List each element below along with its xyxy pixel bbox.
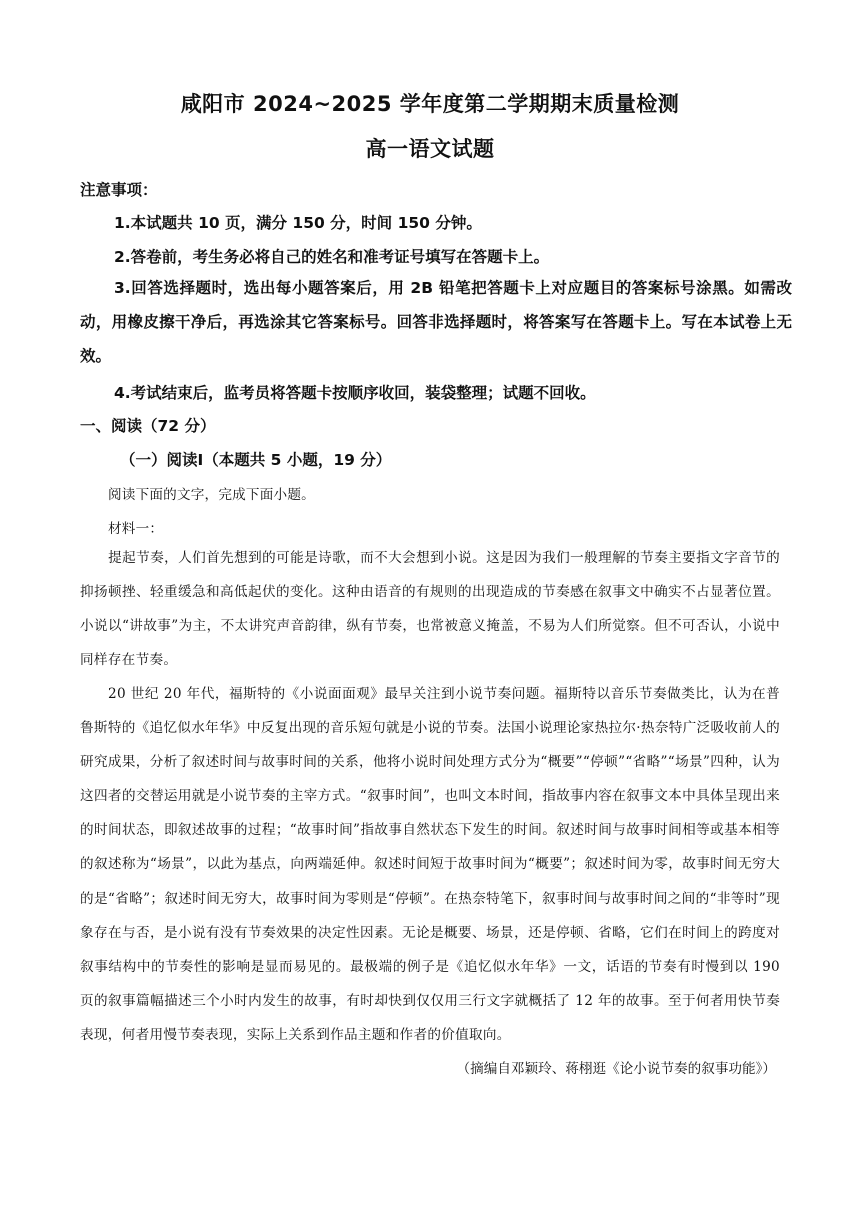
notice-heading: 注意事项： [80,181,158,199]
passage-paragraph-2-text: 20 世纪 20 年代，福斯特的《小说面面观》最早关注到小说节奏问题。福斯特以音乐节奏做类比，认为在普鲁斯特的《追忆似水年华》中反复出现的音乐短句就是小说的节奏。法国小说理论家热拉尔·热奈特广泛吸收前人的研究成果，分析了叙述时间与故事时间的关系，他将小说时间处理方式分为“概要”“停顿”“省略”“场景”四种，认为这四者的交替运用就是小说节奏的主宰方式。“叙事时间”，也叫文本时间，指故事内容在叙事文本中具体呈现出来的时间状态，即叙述故事的过程；“故事时间”指故事自然状态下发生的时间。叙述时间与故事时间相等或基本相等的叙述称为“场景”，以此为基点，向两端延伸。叙述时间短于故事时间为“概要”；叙述时间为零，故事时间无穷大的是“省略”；叙述时间无穷大，故事时间为零则是“停顿”。在热奈特笔下，叙事时间与故事时间之间的“非等时”现象存在与否，是小说有没有节奏效果的决定性因素。无论是概要、场景，还是停顿、省略，它们在时间上的跨度对叙事结构中的节奏性的影响是显而易见的。最极端的例子是《追忆似水年华》一文，话语的节奏有时慢到以 190 页的叙事篇幅描述三个小时内发生的故事，有时却快到仅仅用三行文字就概括了 12 年的故事。至于何者用快节奏表现，何者用慢节奏表现，实际上关系到作品主题和作者的价值取向。 [80,686,780,1043]
passage-paragraph-1 [80,541,780,677]
material-label: 材料一： [108,521,164,537]
notice-item-3-text: 3.回答选择题时，选出每小题答案后，用 2B 铅笔把答题卡上对应题目的答案标号涂黑。如需改动，用橡皮擦干净后，再选涂其它答案标号。回答非选择题时，将答案写在答题卡上。写在本试卷上无效。 [80,279,792,365]
notice-item-4: 4.考试结束后，监考员将答题卡按顺序收回，装袋整理；试题不回收。 [114,384,596,402]
exam-title: 咸阳市 2024~2025 学年度第二学期期末质量检测 [180,92,680,116]
section-heading: 一、阅读（72 分） [80,417,216,435]
notice-item-3 [80,271,792,373]
passage-paragraph-1-text: 提起节奏，人们首先想到的可能是诗歌，而不大会想到小说。这是因为我们一般理解的节奏主要指文字音节的抑扬顿挫、轻重缓急和高低起伏的变化。这种由语音的有规则的出现造成的节奏感在叙事文中确实不占显著位置。小说以“讲故事”为主，不太讲究声音韵律，纵有节奏，也常被意义掩盖，不易为人们所觉察。但不可否认，小说中同样存在节奏。 [80,550,780,669]
reading-instruction: 阅读下面的文字，完成下面小题。 [108,487,315,503]
notice-item-1: 1.本试题共 10 页，满分 150 分，时间 150 分钟。 [114,214,482,232]
section-subheading: （一）阅读Ⅰ（本题共 5 小题，19 分） [120,451,392,469]
passage-paragraph-2 [80,677,780,1052]
passage-source: （摘编自邓颖玲、蒋栩逛《论小说节奏的叙事功能》） [456,1061,776,1077]
exam-subtitle: 高一语文试题 [365,137,495,161]
notice-item-2: 2.答卷前，考生务必将自己的姓名和准考证号填写在答题卡上。 [114,248,550,266]
